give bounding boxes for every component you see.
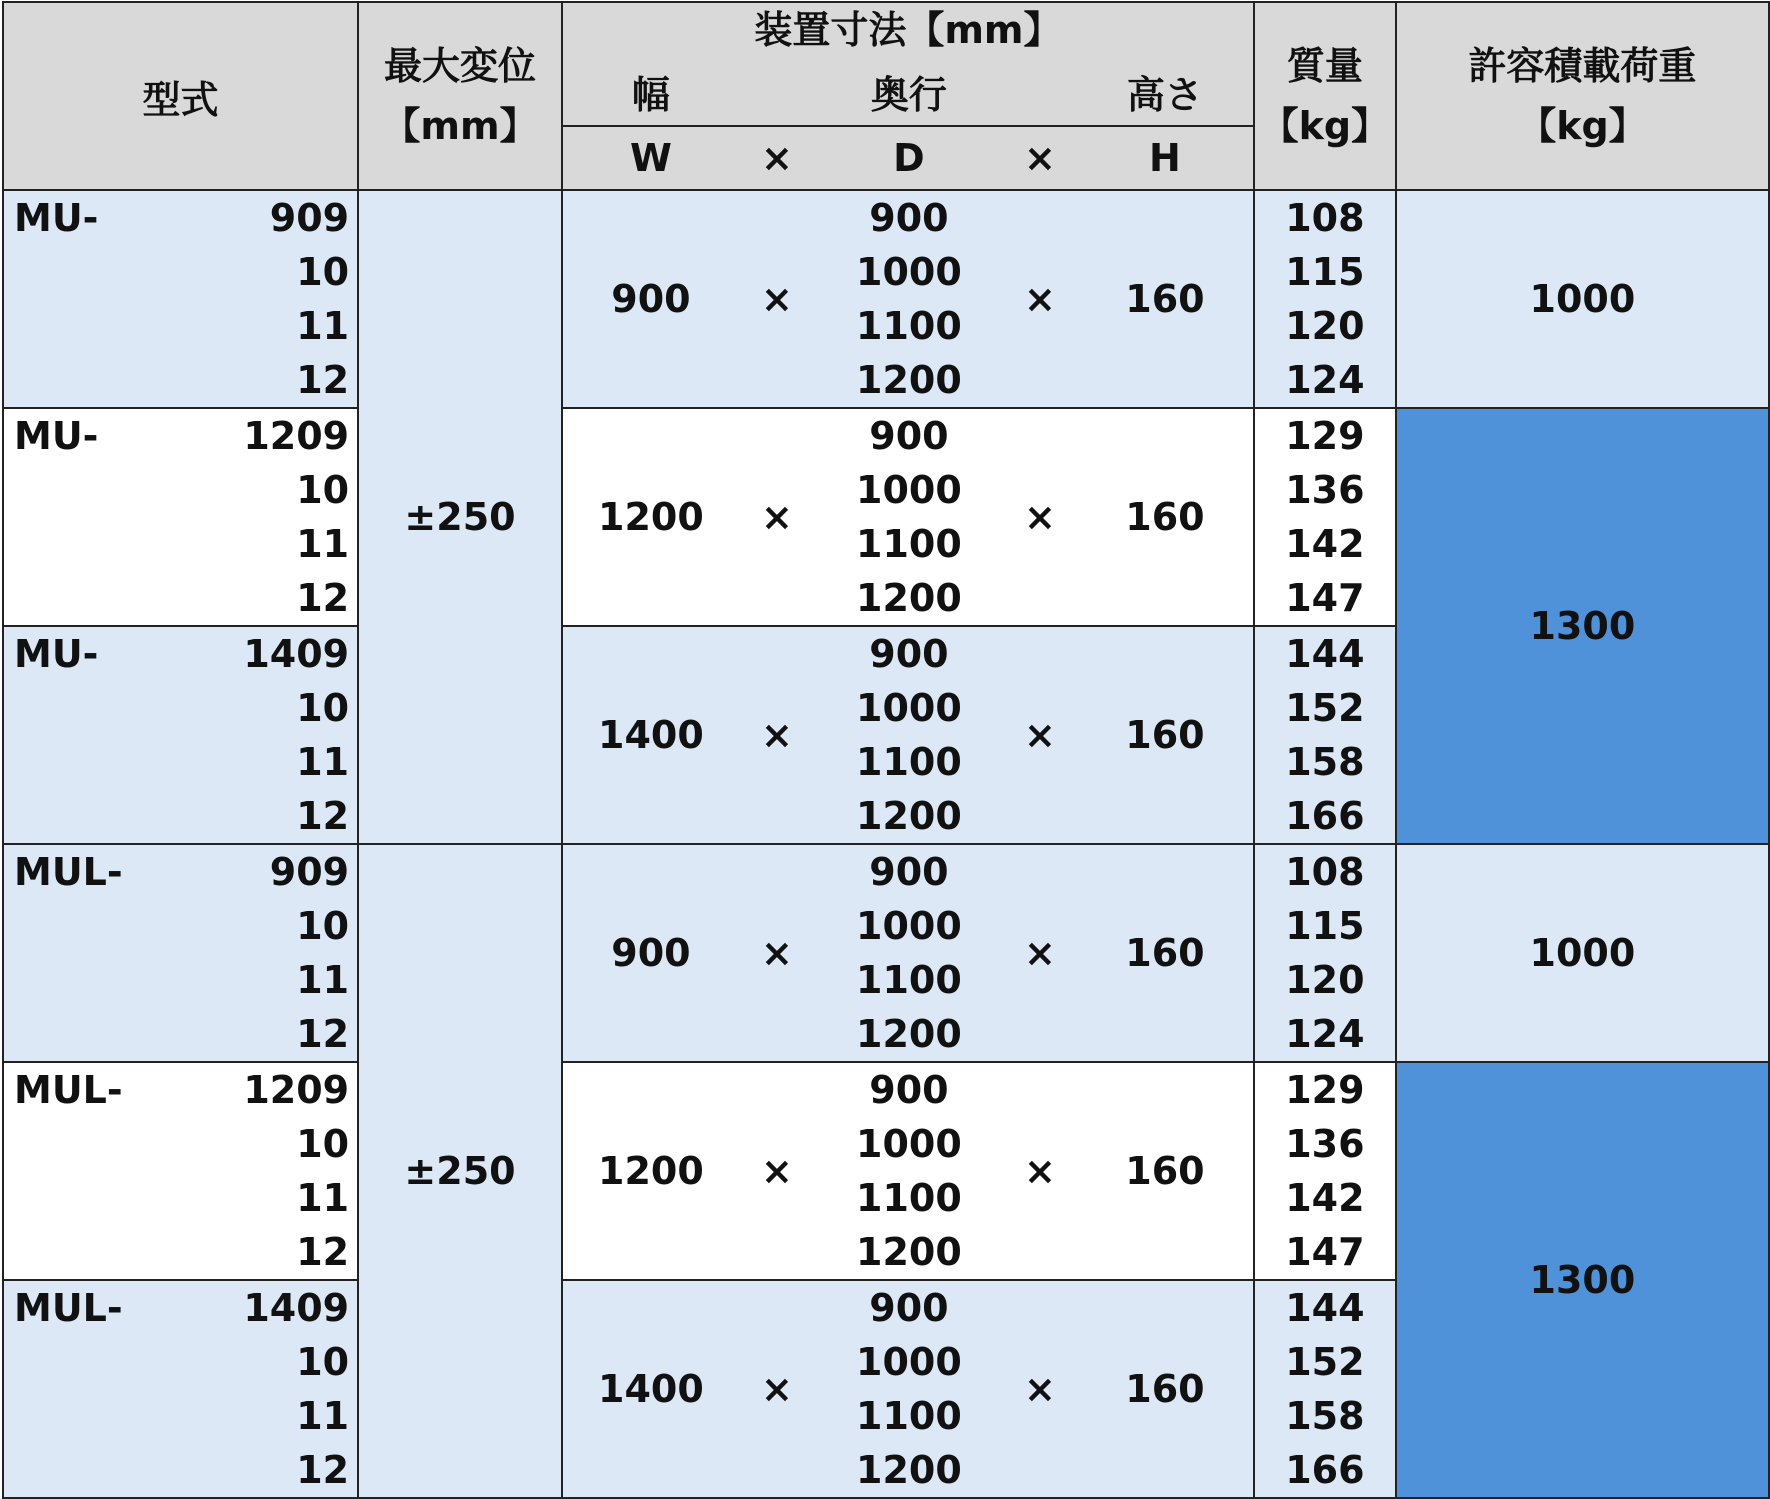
depth-value: 1000: [856, 1340, 962, 1384]
height-value: 160: [1125, 1149, 1205, 1193]
header-mass: [1254, 2, 1396, 190]
mass-value: 124: [1285, 358, 1365, 402]
depth-value: 1000: [856, 468, 962, 512]
depth-value: 900: [869, 196, 949, 240]
model-cell: [3, 1280, 358, 1498]
times-sign: ×: [1024, 931, 1056, 975]
mass-value: 166: [1285, 794, 1365, 838]
times-sign: ×: [1024, 1367, 1056, 1411]
depth-value: 1100: [856, 304, 962, 348]
model-prefix: MU-: [14, 632, 99, 676]
model-code: 12: [296, 1012, 350, 1056]
model-prefix: MUL-: [14, 1286, 123, 1330]
dimensions-cell: [562, 626, 1254, 844]
model-code: 10: [296, 904, 350, 948]
mass-cell: [1254, 626, 1396, 844]
times-sign: ×: [761, 931, 793, 975]
allowable-load-cell: [1396, 190, 1769, 408]
times-sign: ×: [761, 1367, 793, 1411]
mass-value: 158: [1285, 740, 1365, 784]
depth-values: [815, 1063, 1003, 1279]
depth-values: [815, 191, 1003, 407]
mass-cell: [1254, 408, 1396, 626]
mass-cell: [1254, 190, 1396, 408]
model-code: 12: [296, 358, 350, 402]
model-code: 11: [296, 1176, 350, 1220]
model-code: 12: [296, 1448, 350, 1492]
dimensions-cell: [562, 408, 1254, 626]
header-mass-line2: 【kg】: [1260, 104, 1390, 148]
header-times-2: ×: [1024, 136, 1056, 180]
model-code: 10: [296, 1122, 350, 1166]
dimensions-cell: [562, 844, 1254, 1062]
times-sign: ×: [1024, 495, 1056, 539]
allowable-load-cell: [1396, 1062, 1769, 1498]
times-sign: ×: [761, 277, 793, 321]
model-code: 1409: [243, 1286, 350, 1330]
model-code: 10: [296, 250, 350, 294]
model-code: 12: [296, 794, 350, 838]
model-prefix: MU-: [14, 196, 99, 240]
model-cell: [3, 626, 358, 844]
times-sign: ×: [761, 713, 793, 757]
spec-table: [2, 1, 1770, 1499]
allowable-load-value: 1000: [1529, 277, 1636, 321]
times-sign: ×: [761, 495, 793, 539]
header-mass-line1: 質量: [1286, 44, 1363, 88]
table-row: [3, 408, 1769, 626]
mass-cell: [1254, 844, 1396, 1062]
dimensions-cell: [562, 1280, 1254, 1498]
mass-value: 166: [1285, 1448, 1365, 1492]
depth-value: 900: [869, 414, 949, 458]
model-prefix: MU-: [14, 414, 99, 458]
mass-value: 158: [1285, 1394, 1365, 1438]
width-value: 1400: [598, 713, 704, 757]
header-dims-title: 装置寸法【mm】: [754, 8, 1062, 52]
mass-value: 147: [1285, 1230, 1365, 1274]
header-dimensions: [562, 2, 1254, 190]
mass-value: 147: [1285, 576, 1365, 620]
table-row: [3, 1062, 1769, 1280]
header-allowable-load: [1396, 2, 1769, 190]
depth-value: 1200: [856, 1012, 962, 1056]
model-code: 10: [296, 1340, 350, 1384]
allowable-load-value: 1000: [1529, 931, 1636, 975]
depth-value: 1100: [856, 740, 962, 784]
times-sign: ×: [1024, 1149, 1056, 1193]
model-cell: [3, 408, 358, 626]
times-sign: ×: [1024, 277, 1056, 321]
mass-value: 144: [1285, 1286, 1365, 1330]
header-model: [3, 2, 358, 190]
model-code: 11: [296, 304, 350, 348]
max-displacement-cell: [358, 190, 562, 844]
dimensions-layout: [563, 845, 1253, 1061]
header-w: W: [629, 136, 672, 180]
header-d: D: [893, 136, 925, 180]
mass-value: 152: [1285, 686, 1365, 730]
dimensions-layout: [563, 191, 1253, 407]
mass-value: 124: [1285, 1012, 1365, 1056]
header-max-disp-line2: 【mm】: [382, 104, 538, 148]
dimensions-layout: [563, 1281, 1253, 1497]
depth-values: [815, 1281, 1003, 1497]
mass-value: 142: [1285, 1176, 1365, 1220]
table-row: [3, 190, 1769, 408]
model-code: 11: [296, 522, 350, 566]
depth-value: 900: [869, 1286, 949, 1330]
dimensions-cell: [562, 190, 1254, 408]
depth-value: 1200: [856, 576, 962, 620]
header-depth-label: 奥行: [870, 72, 947, 117]
mass-value: 144: [1285, 632, 1365, 676]
mass-value: 129: [1285, 1068, 1365, 1112]
height-value: 160: [1125, 713, 1205, 757]
height-value: 160: [1125, 495, 1205, 539]
header-model-label: 型式: [142, 77, 219, 122]
dimensions-layout: [563, 627, 1253, 843]
height-value: 160: [1125, 277, 1205, 321]
model-cell: [3, 190, 358, 408]
model-code: 1209: [243, 1068, 350, 1112]
model-code: 12: [296, 1230, 350, 1274]
model-code: 1409: [243, 632, 350, 676]
depth-value: 1100: [856, 522, 962, 566]
height-value: 160: [1125, 1367, 1205, 1411]
max-displacement-value: ±250: [404, 1149, 516, 1193]
depth-value: 1000: [856, 904, 962, 948]
height-value: 160: [1125, 931, 1205, 975]
depth-values: [815, 845, 1003, 1061]
model-prefix: MUL-: [14, 850, 123, 894]
allowable-load-cell: [1396, 408, 1769, 844]
model-code: 10: [296, 468, 350, 512]
header-load-line2: 【kg】: [1518, 104, 1647, 148]
mass-value: 152: [1285, 1340, 1365, 1384]
mass-value: 136: [1285, 468, 1365, 512]
depth-value: 900: [869, 632, 949, 676]
depth-value: 1100: [856, 1394, 962, 1438]
dimensions-layout: [563, 1063, 1253, 1279]
width-value: 1200: [598, 495, 704, 539]
times-sign: ×: [761, 1149, 793, 1193]
mass-value: 108: [1285, 850, 1365, 894]
dimensions-cell: [562, 1062, 1254, 1280]
header-h: H: [1149, 136, 1181, 180]
header-height-label: 高さ: [1126, 72, 1203, 117]
header-max-displacement: [358, 2, 562, 190]
allowable-load-value: 1300: [1529, 604, 1636, 648]
depth-value: 1200: [856, 1448, 962, 1492]
depth-values: [815, 627, 1003, 843]
depth-values: [815, 409, 1003, 625]
depth-value: 900: [869, 850, 949, 894]
model-code: 11: [296, 740, 350, 784]
mass-cell: [1254, 1280, 1396, 1498]
width-value: 1400: [598, 1367, 704, 1411]
depth-value: 1000: [856, 686, 962, 730]
dimensions-layout: [563, 409, 1253, 625]
model-prefix: MUL-: [14, 1068, 123, 1112]
model-code: 11: [296, 1394, 350, 1438]
max-displacement-value: ±250: [404, 495, 516, 539]
mass-value: 136: [1285, 1122, 1365, 1166]
max-displacement-cell: [358, 844, 562, 1498]
depth-value: 1100: [856, 1176, 962, 1220]
mass-cell: [1254, 1062, 1396, 1280]
model-code: 10: [296, 686, 350, 730]
model-cell: [3, 1062, 358, 1280]
mass-value: 129: [1285, 414, 1365, 458]
model-cell: [3, 844, 358, 1062]
mass-value: 120: [1285, 304, 1365, 348]
model-code: 12: [296, 576, 350, 620]
header-load-line1: 許容積載荷重: [1468, 44, 1697, 88]
table-body: [3, 190, 1769, 1498]
mass-value: 142: [1285, 522, 1365, 566]
model-code: 909: [269, 196, 350, 240]
model-code: 11: [296, 958, 350, 1002]
depth-value: 1100: [856, 958, 962, 1002]
header-max-disp-line1: 最大変位: [384, 44, 537, 88]
depth-value: 900: [869, 1068, 949, 1112]
mass-value: 115: [1285, 904, 1365, 948]
model-code: 1209: [243, 414, 350, 458]
allowable-load-value: 1300: [1529, 1258, 1636, 1302]
table-row: [3, 844, 1769, 1062]
mass-value: 108: [1285, 196, 1365, 240]
allowable-load-cell: [1396, 844, 1769, 1062]
depth-value: 1000: [856, 1122, 962, 1166]
width-value: 900: [611, 277, 691, 321]
header-times-1: ×: [761, 136, 793, 180]
depth-value: 1000: [856, 250, 962, 294]
mass-value: 120: [1285, 958, 1365, 1002]
depth-value: 1200: [856, 1230, 962, 1274]
header-width-label: 幅: [631, 72, 670, 117]
depth-value: 1200: [856, 794, 962, 838]
model-code: 909: [269, 850, 350, 894]
header-dims-symbols: [563, 125, 1253, 189]
width-value: 900: [611, 931, 691, 975]
width-value: 1200: [598, 1149, 704, 1193]
times-sign: ×: [1024, 713, 1056, 757]
depth-value: 1200: [856, 358, 962, 402]
mass-value: 115: [1285, 250, 1365, 294]
